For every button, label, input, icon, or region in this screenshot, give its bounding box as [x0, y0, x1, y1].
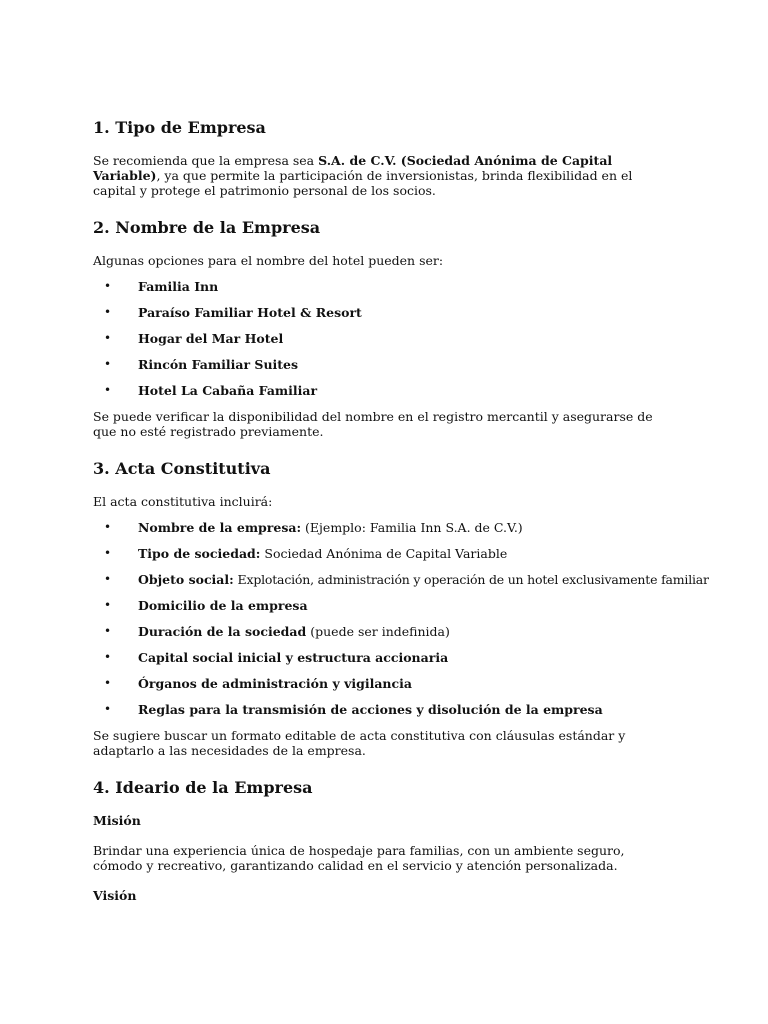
item-label: Domicilio de la empresa	[138, 598, 308, 613]
list-item	[93, 546, 673, 561]
section-4-heading: 4. Ideario de la Empresa	[93, 778, 313, 797]
bullet: •	[104, 598, 112, 612]
bullet: •	[104, 305, 112, 319]
list-item	[93, 357, 673, 372]
list-item	[93, 676, 673, 691]
vision-heading: Visión	[93, 888, 137, 903]
item-label: Reglas para la transmisión de acciones y disolución de la empresa	[138, 702, 603, 717]
section-1-paragraph	[93, 153, 673, 198]
document-content	[93, 116, 709, 903]
name-option: Paraíso Familiar Hotel & Resort	[138, 305, 362, 320]
bullet: •	[104, 279, 112, 293]
acta-items-list	[93, 520, 709, 717]
list-item	[93, 650, 673, 665]
item-detail: Sociedad Anónima de Capital Variable	[260, 546, 508, 561]
section-3-heading: 3. Acta Constitutiva	[93, 459, 271, 478]
section-2-note: Se puede verificar la disponibilidad del nombre en el registro mercantil y asegurarse de que no esté registrado previamente.	[93, 409, 653, 439]
section-1-text-a: Se recomienda que la empresa sea	[93, 153, 319, 168]
section-1-heading: 1. Tipo de Empresa	[93, 118, 266, 137]
item-label: Duración de la sociedad	[138, 624, 307, 639]
item-label: Órganos de administración y vigilancia	[138, 676, 412, 691]
bullet: •	[104, 572, 112, 586]
item-label: Capital social inicial y estructura accionaria	[138, 650, 449, 665]
section-1-text-b: , ya que permite la participación de inversionistas, brinda flexibilidad en el capital y protege el patrimonio personal de los socios.	[93, 168, 633, 198]
bullet: •	[104, 520, 112, 534]
bullet: •	[104, 546, 112, 560]
item-label: Tipo de sociedad:	[138, 546, 261, 561]
list-item	[93, 331, 673, 346]
section-2-heading: 2. Nombre de la Empresa	[93, 218, 321, 237]
list-item	[93, 383, 673, 398]
bullet: •	[104, 383, 112, 397]
bullet: •	[104, 624, 112, 638]
item-detail: (puede ser indefinida)	[306, 624, 450, 639]
item-label: Objeto social:	[138, 572, 234, 587]
mision-text: Brindar una experiencia única de hospedaje para familias, con un ambiente seguro, cómodo y recreativo, garantizando calidad en el servicio y atención personalizada.	[93, 843, 625, 873]
list-item	[93, 520, 673, 535]
item-detail: Explotación, administración y operación de un hotel exclusivamente familiar	[233, 572, 709, 587]
mision-heading: Misión	[93, 813, 141, 828]
item-label: Nombre de la empresa:	[138, 520, 302, 535]
section-3-intro: El acta constitutiva incluirá:	[93, 494, 273, 509]
section-3-note: Se sugiere buscar un formato editable de acta constitutiva con cláusulas estándar y adaptarlo a las necesidades de la empresa.	[93, 728, 626, 758]
item-detail: (Ejemplo: Familia Inn S.A. de C.V.)	[301, 520, 523, 535]
name-options-list	[93, 279, 673, 398]
bullet: •	[104, 702, 112, 716]
list-item	[93, 702, 673, 717]
section-2-intro: Algunas opciones para el nombre del hotel pueden ser:	[93, 253, 444, 268]
bullet: •	[104, 331, 112, 345]
list-item	[93, 279, 673, 294]
section-1-company-type: S.A. de C.V. (Sociedad Anónima de Capital Variable)	[93, 153, 613, 183]
bullet: •	[104, 357, 112, 371]
name-option: Rincón Familiar Suites	[138, 357, 299, 372]
name-option: Familia Inn	[138, 279, 219, 294]
name-option: Hogar del Mar Hotel	[138, 331, 284, 346]
list-item	[93, 305, 673, 320]
list-item	[93, 624, 673, 639]
bullet: •	[104, 676, 112, 690]
list-item	[93, 598, 673, 613]
bullet: •	[104, 650, 112, 664]
name-option: Hotel La Cabaña Familiar	[138, 383, 318, 398]
list-item	[93, 572, 709, 587]
